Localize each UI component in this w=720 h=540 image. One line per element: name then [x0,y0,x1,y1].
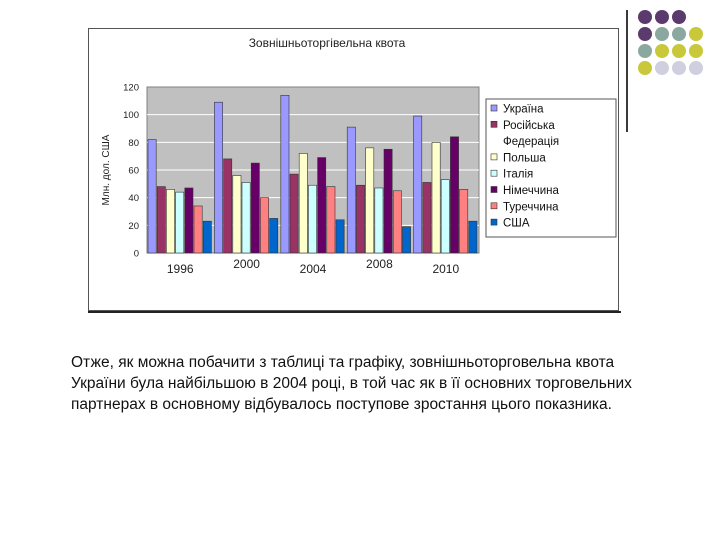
legend-label: Німеччина [503,185,559,197]
decorative-divider [626,10,628,132]
decorative-dot [689,61,703,75]
legend-swatch [491,154,497,160]
y-tick-label: 40 [128,193,139,205]
bar [270,218,278,253]
y-tick-label: 60 [128,165,139,177]
decorative-dot [672,27,686,41]
bar [414,116,422,253]
x-tick-label: 1996 [166,262,194,276]
bar [242,182,250,253]
y-tick-label: 120 [123,82,139,94]
bar [251,163,259,253]
y-tick-label: 0 [133,248,139,260]
bar [375,188,383,253]
chart-title: Зовнішньоторгівельна квота [248,36,406,50]
bar [185,188,193,253]
bar [299,153,307,253]
bar [450,137,458,253]
bar [469,221,477,253]
bar [233,176,241,253]
y-tick-label: 80 [128,137,139,149]
bar [423,182,431,253]
legend-swatch [491,187,497,193]
bar [157,187,165,253]
decorative-dot [689,44,703,58]
bar [148,140,156,253]
decorative-dot [655,44,669,58]
decorative-dot [689,27,703,41]
decorative-dot [638,44,652,58]
bar [194,206,202,253]
legend-swatch [491,170,497,176]
bar [281,95,289,253]
decorative-dot [672,44,686,58]
bar [203,221,211,253]
decorative-dot [638,27,652,41]
bar-chart [89,29,620,312]
decorative-dot [655,10,669,24]
legend-label: Російська [503,119,555,132]
bar [318,158,326,253]
decorative-dot [672,61,686,75]
decorative-dot [638,10,652,24]
x-tick-label: 2010 [432,262,460,276]
bar [366,148,374,253]
bar [260,198,268,253]
bar [432,142,440,253]
legend-swatch [491,219,497,225]
bar [402,227,410,253]
x-tick-label: 2004 [299,262,327,276]
y-axis-label: Млн. дол. США [101,134,112,206]
bar [347,127,355,253]
bar [336,220,344,253]
y-tick-label: 100 [123,110,139,122]
bar [176,192,184,253]
x-tick-label: 2000 [233,257,260,271]
decorative-dot [672,10,686,24]
bar [308,185,316,253]
bar [224,159,232,253]
bar [393,191,401,253]
decorative-dot [655,61,669,75]
bar [214,102,222,253]
legend-label: Україна [503,103,544,116]
bar [327,187,335,253]
decorative-dot [638,61,652,75]
bar [290,174,298,253]
bar [441,180,449,253]
legend-label: Польша [503,152,546,165]
legend-label: Італія [503,168,534,181]
x-tick-label: 2008 [366,257,393,271]
bar [356,185,364,253]
legend-label: Туреччина [503,201,559,214]
bar [166,189,174,253]
legend-swatch [491,121,497,127]
decorative-dot [655,27,669,41]
legend-swatch [491,203,497,209]
y-tick-label: 20 [128,220,139,232]
legend-label: США [503,217,530,230]
bar [384,149,392,253]
chart-frame [88,28,619,311]
legend-label: Федерація [503,136,560,149]
legend-swatch [491,105,497,111]
bar [460,189,468,253]
caption-paragraph: Отже, як можна побачити з таблиці та графіку, зовнішньоторговельна квота України була найбільшою в 2004 році, в той час як в її основних торговельних партнерах в основному відбувалось поступове зростання цього показника. [71,354,632,413]
